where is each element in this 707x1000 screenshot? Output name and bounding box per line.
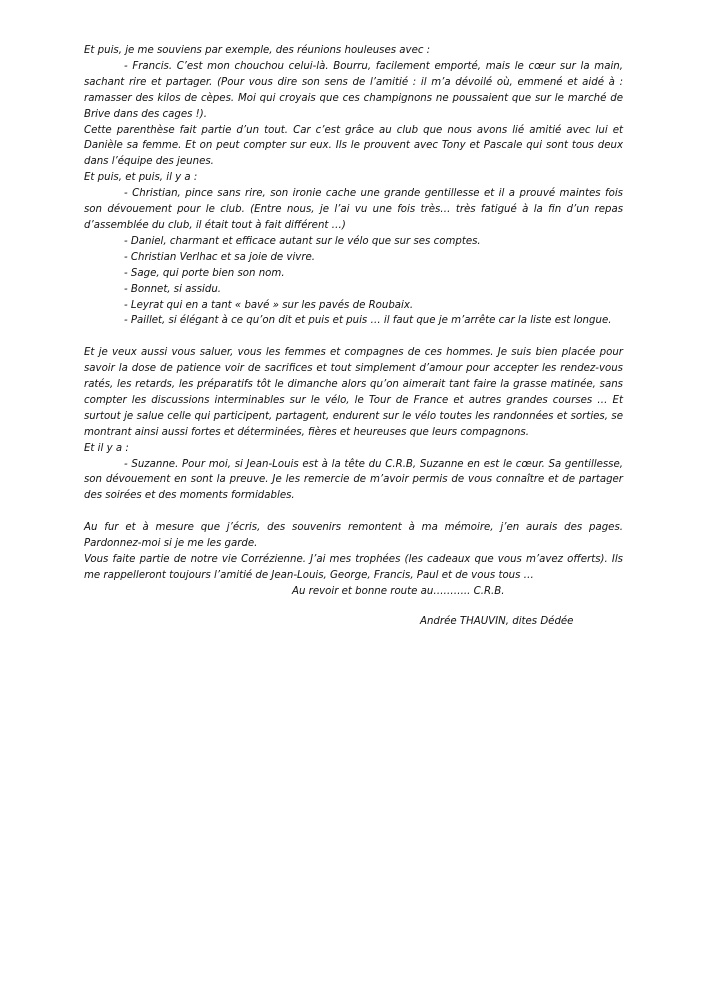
memories-paragraph: Au fur et à mesure que j’écris, des souvenirs remontent à ma mémoire, j’en aurais des pages. Pardonnez-moi si je me les garde.: [84, 522, 623, 550]
list-item: - Paillet, si élégant à ce qu’on dit et puis et puis … il faut que je m’arrête car la liste est longue.: [124, 315, 612, 327]
correzienne-paragraph: Vous faite partie de notre vie Corrézienne. J’ai mes trophées (les cadeaux que vous m’avez offerts). Ils me rappelleront toujours l’amitié de Jean-Louis, George, Francis, Paul et de vous tous …: [84, 553, 623, 581]
list-item: - Daniel, charmant et efficace autant sur le vélo que sur ses comptes.: [124, 235, 481, 247]
francis-paragraph: - Francis. C’est mon chouchou celui-là. Bourru, facilement emporté, mais le cœur sur la main, sachant rire et partager. (Pour vous dire son sens de l’amitié : il m’a dévoilé où, emmené et aidé à : ramasser des kilos de cèpes. Moi qui croyais que ces champignons ne poussaient que sur le marché de Brive dans des cages !).: [84, 60, 623, 120]
list-item: - Bonnet, si assidu.: [124, 283, 222, 295]
et-il-y-a-line: Et il y a :: [84, 442, 129, 454]
suzanne-paragraph: - Suzanne. Pour moi, si Jean-Louis est à la tête du C.R.B, Suzanne en est le cœur. Sa gentillesse, son dévouement en sont la preuve. Je les remercie de m’avoir permis de vous connaître et de partager des soirées et des moments formidables.: [84, 458, 623, 502]
list-item: - Sage, qui porte bien son nom.: [124, 267, 285, 279]
letter-page: [84, 43, 623, 630]
christian-paragraph: - Christian, pince sans rire, son ironie cache une grande gentillesse et il a prouvé maintes fois son dévouement pour le club. (Entre nous, je l’ai vu une fois très… très fatigué à la fin d’un repas d’assemblée du club, il était tout à fait différent …): [84, 188, 623, 231]
members-list: [84, 234, 623, 329]
parenthesis-paragraph: Cette parenthèse fait partie d’un tout. Car c’est grâce au club que nous avons lié amitié avec lui et Danièle sa femme. Et on peut compter sur eux. Ils le prouvent avec Tony et Pascale qui sont tous deux dans l’équipe des jeunes.: [84, 124, 623, 168]
intro-meetings-paragraph: Et puis, je me souviens par exemple, des réunions houleuses avec :: [84, 45, 431, 56]
wives-paragraph: Et je veux aussi vous saluer, vous les femmes et compagnes de ces hommes. Je suis bien placée pour savoir la dose de patience voir de sacrifices et tout simplement d’amour pour accepter les rendez-vous ratés, les retards, les préparatifs tôt le dimanche alors qu’on aimerait tant faire la grasse matinée, sans compter les discussions interminables sur le vélo, le Tour de France et autres grandes courses … Et surtout je salue celle qui participent, partagent, endurent sur le vélo toutes les randonnées et sorties, se montrant ainsi aussi fortes et déterminées, fières et heureuses que leurs compagnons.: [84, 347, 623, 438]
et-puis-line: Et puis, et puis, il y a :: [84, 172, 198, 184]
signature-line: Andrée THAUVIN, dites Dédée: [420, 615, 574, 627]
list-item: - Christian Verlhac et sa joie de vivre.: [124, 251, 316, 263]
farewell-line: Au revoir et bonne route au……….. C.R.B.: [292, 585, 505, 597]
list-item: - Leyrat qui en a tant « bavé » sur les pavés de Roubaix.: [124, 299, 414, 311]
